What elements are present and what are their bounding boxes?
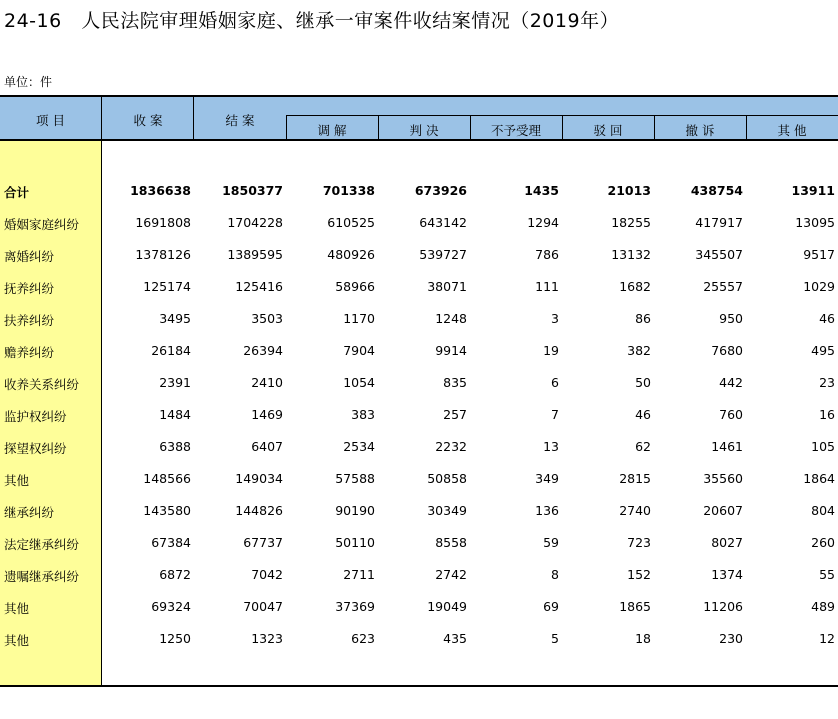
table-cell: 9914: [435, 343, 467, 358]
table-cell: 417917: [695, 215, 743, 230]
table-cell: 50858: [427, 471, 467, 486]
table-cell: 8558: [435, 535, 467, 550]
table-cell: 13132: [611, 247, 651, 262]
table-cell: 35560: [703, 471, 743, 486]
table-cell: 495: [811, 343, 835, 358]
table-cell: 5: [551, 631, 559, 646]
table-cell: 1461: [711, 439, 743, 454]
table-cell: 125416: [235, 279, 283, 294]
table-cell: 610525: [327, 215, 375, 230]
table-cell: 9517: [803, 247, 835, 262]
table-cell: 1054: [343, 375, 375, 390]
row-label: 抚养纠纷: [4, 281, 55, 296]
table-cell: 2711: [343, 567, 375, 582]
table-cell: 55: [819, 567, 835, 582]
table-cell: 1691808: [135, 215, 191, 230]
header-closed: 结 案: [225, 113, 255, 128]
table-cell: 38071: [427, 279, 467, 294]
table-cell: 18255: [611, 215, 651, 230]
table-cell: 1323: [251, 631, 283, 646]
table-cell: 1170: [343, 311, 375, 326]
table-cell: 67737: [243, 535, 283, 550]
table-cell: 623: [351, 631, 375, 646]
table-row: [0, 239, 838, 271]
table-cell: 144826: [235, 503, 283, 518]
table-cell: 125174: [143, 279, 191, 294]
table-cell: 111: [535, 279, 559, 294]
table-row: [0, 623, 838, 655]
table-cell: 149034: [235, 471, 283, 486]
table-cell: 349: [535, 471, 559, 486]
table-cell: 13095: [795, 215, 835, 230]
table-cell: 643142: [419, 215, 467, 230]
table-cell: 2410: [251, 375, 283, 390]
table-cell: 480926: [327, 247, 375, 262]
table-cell: 7042: [251, 567, 283, 582]
header-withdrawn: 撤 诉: [685, 123, 715, 138]
row-label: 其他: [4, 601, 30, 616]
header-received: 收 案: [133, 113, 163, 128]
table-cell: 438754: [690, 183, 743, 198]
row-label: 合计: [4, 185, 30, 200]
table-header: [0, 95, 838, 141]
table-cell: 760: [719, 407, 743, 422]
table-cell: 1836638: [130, 183, 191, 198]
table-cell: 1389595: [227, 247, 283, 262]
table-cell: 1704228: [227, 215, 283, 230]
table-cell: 1248: [435, 311, 467, 326]
table-cell: 26394: [243, 343, 283, 358]
table-cell: 7680: [711, 343, 743, 358]
header-mediation: 调 解: [317, 123, 347, 138]
table-cell: 50: [635, 375, 651, 390]
table-cell: 19049: [427, 599, 467, 614]
table-cell: 6: [551, 375, 559, 390]
table-cell: 67384: [151, 535, 191, 550]
table-cell: 69324: [151, 599, 191, 614]
table-cell: 1865: [619, 599, 651, 614]
table-cell: 1250: [159, 631, 191, 646]
table-cell: 136: [535, 503, 559, 518]
table-row: [0, 303, 838, 335]
table-cell: 19: [543, 343, 559, 358]
table-cell: 950: [719, 311, 743, 326]
table-cell: 345507: [695, 247, 743, 262]
row-label: 继承纠纷: [4, 505, 55, 520]
table-cell: 23: [819, 375, 835, 390]
table-cell: 59: [543, 535, 559, 550]
table-cell: 1435: [524, 183, 559, 198]
table-cell: 46: [819, 311, 835, 326]
table-cell: 1378126: [135, 247, 191, 262]
table-cell: 90190: [335, 503, 375, 518]
table-cell: 69: [543, 599, 559, 614]
table-cell: 230: [719, 631, 743, 646]
table-cell: 105: [811, 439, 835, 454]
table-row: [0, 591, 838, 623]
table-cell: 1294: [527, 215, 559, 230]
table-cell: 3: [551, 311, 559, 326]
table-cell: 723: [627, 535, 651, 550]
table-cell: 1850377: [222, 183, 283, 198]
table-cell: 148566: [143, 471, 191, 486]
table-cell: 12: [819, 631, 835, 646]
header-rejected: 驳 回: [593, 123, 623, 138]
table-cell: 2740: [619, 503, 651, 518]
table-row: [0, 207, 838, 239]
table-cell: 37369: [335, 599, 375, 614]
header-judgment: 判 决: [409, 123, 439, 138]
table-cell: 18: [635, 631, 651, 646]
row-label: 其他: [4, 473, 30, 488]
unit-label: 单位：件: [4, 75, 53, 89]
table-row: [0, 175, 838, 207]
table-cell: 152: [627, 567, 651, 582]
row-label: 扶养纠纷: [4, 313, 55, 328]
table-row: [0, 527, 838, 559]
table-row: [0, 431, 838, 463]
header-not-accepted: 不予受理: [490, 123, 541, 138]
table-cell: 57588: [335, 471, 375, 486]
table-cell: 7904: [343, 343, 375, 358]
row-label: 收养关系纠纷: [4, 377, 80, 392]
table-cell: 20607: [703, 503, 743, 518]
row-label: 婚姻家庭纠纷: [4, 217, 80, 232]
table-cell: 1484: [159, 407, 191, 422]
table-cell: 86: [635, 311, 651, 326]
table-cell: 13911: [791, 183, 835, 198]
table-cell: 435: [443, 631, 467, 646]
table-cell: 260: [811, 535, 835, 550]
table-cell: 1864: [803, 471, 835, 486]
table-bottom-border: [0, 685, 838, 687]
table-cell: 8027: [711, 535, 743, 550]
table-row: [0, 559, 838, 591]
table-row: [0, 335, 838, 367]
table-cell: 143580: [143, 503, 191, 518]
table-cell: 2742: [435, 567, 467, 582]
table-cell: 16: [819, 407, 835, 422]
row-label: 离婚纠纷: [4, 249, 55, 264]
table-cell: 46: [635, 407, 651, 422]
table-cell: 13: [543, 439, 559, 454]
table-cell: 26184: [151, 343, 191, 358]
table-cell: 70047: [243, 599, 283, 614]
table-row: [0, 463, 838, 495]
table-cell: 835: [443, 375, 467, 390]
table-cell: 50110: [335, 535, 375, 550]
table-row: [0, 367, 838, 399]
table-cell: 1029: [803, 279, 835, 294]
table-cell: 62: [635, 439, 651, 454]
table-cell: 2815: [619, 471, 651, 486]
table-cell: 257: [443, 407, 467, 422]
table-cell: 673926: [414, 183, 467, 198]
table-cell: 804: [811, 503, 835, 518]
table-cell: 8: [551, 567, 559, 582]
table-cell: 1374: [711, 567, 743, 582]
header-other: 其 他: [777, 123, 807, 138]
table-cell: 30349: [427, 503, 467, 518]
table-cell: 1469: [251, 407, 283, 422]
table-cell: 3495: [159, 311, 191, 326]
row-label: 遗嘱继承纠纷: [4, 569, 80, 584]
table-cell: 6407: [251, 439, 283, 454]
row-label: 探望权纠纷: [4, 441, 67, 456]
table-cell: 21013: [607, 183, 651, 198]
table-cell: 2232: [435, 439, 467, 454]
table-cell: 1682: [619, 279, 651, 294]
table-cell: 6388: [159, 439, 191, 454]
table-cell: 2534: [343, 439, 375, 454]
header-item: 项 目: [36, 113, 65, 128]
table-cell: 7: [551, 407, 559, 422]
table-cell: 2391: [159, 375, 191, 390]
table-row: [0, 399, 838, 431]
row-label: 监护权纠纷: [4, 409, 67, 424]
table-cell: 25557: [703, 279, 743, 294]
row-label: 赡养纠纷: [4, 345, 55, 360]
table-row: [0, 271, 838, 303]
page-title: 24-16 人民法院审理婚姻家庭、继承一审案件收结案情况（2019年）: [4, 10, 620, 32]
table-cell: 3503: [251, 311, 283, 326]
table-cell: 383: [351, 407, 375, 422]
table-row: [0, 495, 838, 527]
table-cell: 382: [627, 343, 651, 358]
row-label: 法定继承纠纷: [4, 537, 80, 552]
table-cell: 701338: [322, 183, 375, 198]
table-cell: 786: [535, 247, 559, 262]
table-cell: 489: [811, 599, 835, 614]
row-label: 其他: [4, 633, 30, 648]
table-cell: 11206: [703, 599, 743, 614]
table-cell: 442: [719, 375, 743, 390]
table-cell: 539727: [419, 247, 467, 262]
table-cell: 58966: [335, 279, 375, 294]
table-cell: 6872: [159, 567, 191, 582]
